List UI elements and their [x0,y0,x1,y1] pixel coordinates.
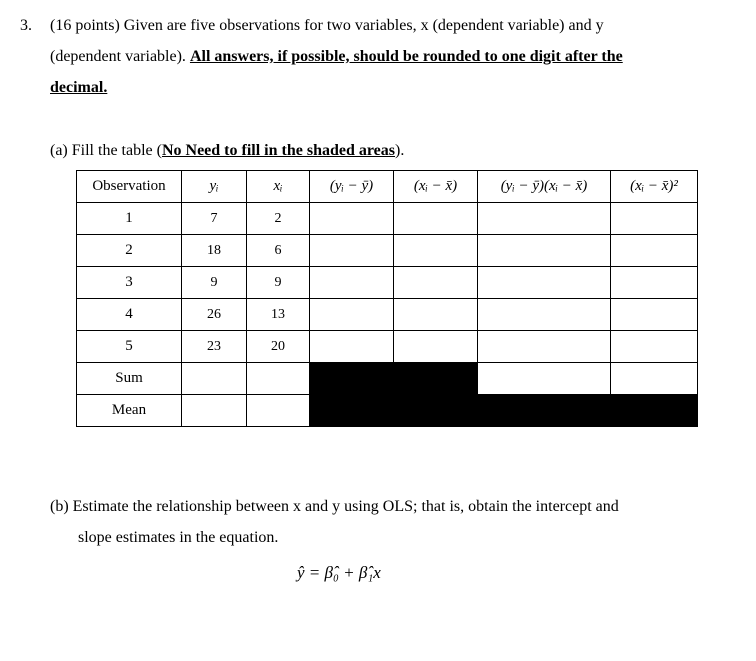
blank-cell[interactable] [310,235,394,267]
blank-cell[interactable] [478,299,611,331]
table-row [77,235,698,267]
blank-cell[interactable] [394,331,478,363]
y-cell: 26 [182,299,247,331]
header-cross-product: (yᵢ − ȳ)(xᵢ − x̄) [478,171,611,203]
header-y-dev: (yᵢ − ȳ) [310,171,394,203]
observation-table [76,170,698,427]
table-row [77,267,698,299]
blank-cell[interactable] [394,235,478,267]
question-text-line1: (16 points) Given are five observations for two variables, x (dependent variable) and y [50,17,604,34]
obs-cell: 2 [77,235,182,267]
header-x-dev-squared: (xᵢ − x̄)² [611,171,698,203]
blank-cell[interactable] [247,395,310,427]
blank-cell[interactable] [478,203,611,235]
part-a-bold: No Need to fill in the shaded areas [161,142,396,159]
blank-cell[interactable] [394,203,478,235]
sum-label: Sum [77,363,182,395]
y-cell: 9 [182,267,247,299]
blank-cell[interactable] [394,267,478,299]
part-b-line2: slope estimates in the equation. [78,529,279,546]
blank-cell[interactable] [310,203,394,235]
header-observation: Observation [77,171,182,203]
blank-cell[interactable] [310,267,394,299]
blank-cell[interactable] [247,363,310,395]
mean-row [77,395,698,427]
question-number: 3. [20,17,32,34]
table-row [77,203,698,235]
blank-cell[interactable] [478,267,611,299]
blank-cell[interactable] [182,363,247,395]
header-x-dev: (xᵢ − x̄) [394,171,478,203]
obs-cell: 4 [77,299,182,331]
shaded-cell [310,395,394,427]
part-b-line1: (b) Estimate the relationship between x and y using OLS; that is, obtain the intercept and [50,498,619,515]
blank-cell[interactable] [611,299,698,331]
sum-row [77,363,698,395]
shaded-cell [394,363,478,395]
header-x: xᵢ [247,171,310,203]
blank-cell[interactable] [611,267,698,299]
shaded-cell [310,363,394,395]
blank-cell[interactable] [611,363,698,395]
ols-equation: ŷ = β̂₀ + β̂₁x [297,563,381,582]
rounding-instruction-end: decimal. [50,79,108,96]
table-row [77,299,698,331]
rounding-instruction: All answers, if possible, should be rounded to one digit after the [189,48,623,65]
x-cell: 9 [247,267,310,299]
x-cell: 6 [247,235,310,267]
table-header-row [77,171,698,203]
x-cell: 20 [247,331,310,363]
blank-cell[interactable] [611,331,698,363]
shaded-cell [478,395,611,427]
question-text-line2 [50,48,623,66]
blank-cell[interactable] [310,331,394,363]
blank-cell[interactable] [478,363,611,395]
obs-cell: 1 [77,203,182,235]
blank-cell[interactable] [611,235,698,267]
shaded-cell [394,395,478,427]
shaded-cell [611,395,698,427]
blank-cell[interactable] [611,203,698,235]
question-line2-plain: (dependent variable). [50,48,190,65]
part-a-prefix: (a) Fill the table ( [50,142,162,159]
y-cell: 23 [182,331,247,363]
blank-cell[interactable] [478,235,611,267]
x-cell: 2 [247,203,310,235]
header-y: yᵢ [182,171,247,203]
part-a-instruction [50,142,404,160]
blank-cell[interactable] [182,395,247,427]
table-row [77,331,698,363]
blank-cell[interactable] [394,299,478,331]
mean-label: Mean [77,395,182,427]
x-cell: 13 [247,299,310,331]
y-cell: 18 [182,235,247,267]
part-a-suffix: ). [395,142,405,159]
obs-cell: 3 [77,267,182,299]
y-cell: 7 [182,203,247,235]
blank-cell[interactable] [478,331,611,363]
blank-cell[interactable] [310,299,394,331]
obs-cell: 5 [77,331,182,363]
